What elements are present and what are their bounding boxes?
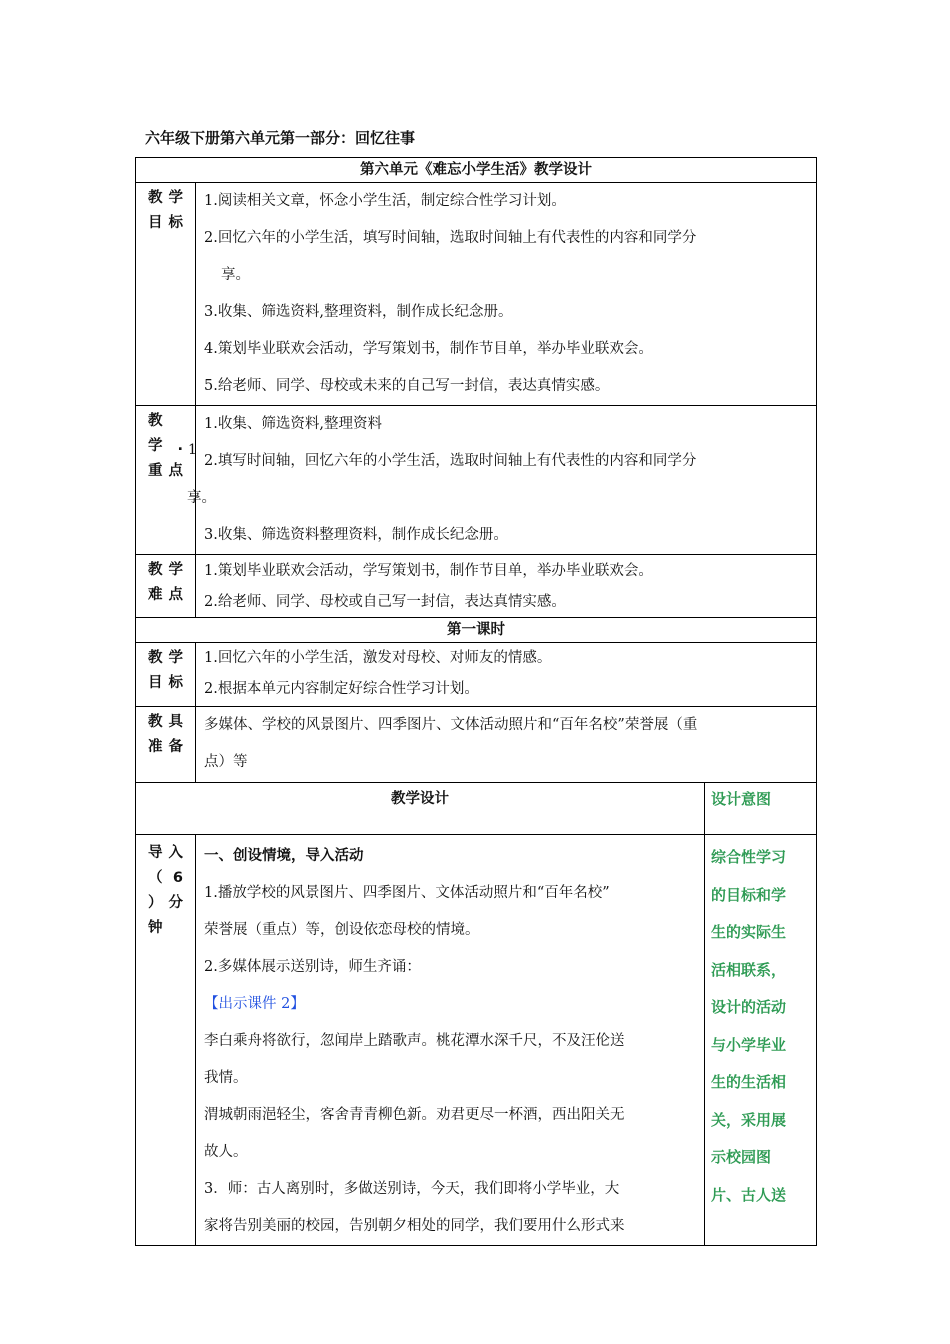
- key-points-side-mark: 1: [188, 442, 197, 458]
- intent-line: 与小学毕业: [711, 1035, 787, 1054]
- intent-line: 设计的活动: [711, 998, 787, 1016]
- intent-line: 活相联系，: [711, 960, 787, 979]
- goals-label-line-1: 教 学: [148, 190, 183, 206]
- poem-line: 李白乘舟将欲行，忽闻岸上踏歌声。桃花潭水深千尺，不及汪伦送: [204, 1033, 625, 1049]
- difficulties-label-line-2: 难 点: [148, 587, 183, 603]
- goal-item: 3.收集、筛选资料,整理资料，制作成长纪念册。: [204, 304, 513, 320]
- lesson-one-title: 第一课时: [136, 618, 817, 643]
- goal-item: 1.阅读相关文章，怀念小学生活，制定综合性学习计划。: [204, 193, 566, 209]
- intent-line: 综合性学习: [711, 848, 787, 866]
- materials-content: [196, 707, 817, 783]
- key-points-label-line-2: 重 点: [148, 463, 183, 479]
- page-heading: 六年级下册第六单元第一部分：回忆往事: [145, 129, 416, 147]
- goal-item: 2.回忆六年的小学生活，填写时间轴，选取时间轴上有代表性的内容和同学分: [204, 230, 697, 246]
- difficulty-item: 2.给老师、同学、母校或自己写一封信，表达真情实感。: [204, 594, 566, 610]
- poem-line: 故人。: [204, 1144, 248, 1160]
- key-point-item-continuation: 享。: [187, 490, 216, 506]
- lesson-goal-item: 2.根据本单元内容制定好综合性学习计划。: [204, 681, 479, 697]
- intro-row: [136, 835, 817, 1246]
- intent-line: 的目标和学: [711, 885, 787, 904]
- intent-line: 生的生活相: [711, 1073, 787, 1091]
- key-points-row: [136, 406, 817, 555]
- materials-label-line-2: 准 备: [148, 739, 183, 755]
- intro-label-line-2: （ 6: [148, 870, 183, 886]
- poem-line: 渭城朝雨浥轻尘，客舍青青柳色新。劝君更尽一杯酒，西出阳关无: [204, 1107, 625, 1123]
- table-title-row: [136, 158, 817, 183]
- key-points-label-line-1: 教 学.: [148, 413, 183, 454]
- courseware-link: 【出示课件 2】: [204, 996, 305, 1012]
- goals-row: [136, 183, 817, 406]
- intent-line: 示校园图: [711, 1148, 772, 1166]
- materials-line: 多媒体、学校的风景图片、四季图片、文体活动照片和“百年名校”荣誉展（重: [204, 717, 698, 733]
- lesson-goals-label-line-2: 目 标: [148, 675, 183, 691]
- intent-line: 片、古人送: [711, 1185, 787, 1204]
- intro-line: 家将告别美丽的校园，告别朝夕相处的同学，我们要用什么形式来: [204, 1218, 625, 1234]
- intro-line: 1.播放学校的风景图片、四季图片、文体活动照片和“百年名校”: [204, 885, 610, 901]
- intro-line: 荣誉展（重点）等，创设依恋母校的情境。: [204, 922, 480, 938]
- intro-label-line-4: 钟: [148, 920, 163, 936]
- materials-label: [136, 707, 196, 783]
- intent-line: 生的实际生: [711, 923, 787, 941]
- key-point-item: 1.收集、筛选资料,整理资料: [204, 416, 382, 432]
- difficulties-row: [136, 555, 817, 618]
- difficulties-content: [196, 555, 817, 618]
- lesson-goal-item: 1.回忆六年的小学生活，激发对母校、对师友的情感。: [204, 650, 552, 666]
- lesson-goals-label-line-1: 教 学: [148, 650, 183, 666]
- poem-line: 我情。: [204, 1070, 248, 1086]
- intro-line: 2.多媒体展示送别诗，师生齐诵：: [204, 959, 421, 975]
- design-header-row: [136, 783, 817, 835]
- lesson-plan-table: [135, 157, 817, 1246]
- intro-label-line-1: 导 入: [148, 845, 183, 861]
- goal-item-continuation: 享。: [221, 267, 250, 283]
- intro-content: [196, 835, 705, 1246]
- intro-intent: [705, 835, 817, 1246]
- table-title: 第六单元《难忘小学生活》教学设计: [136, 158, 817, 183]
- materials-line: 点）等: [204, 754, 248, 770]
- intro-label: [136, 835, 196, 1246]
- lesson-goals-content: [196, 643, 817, 707]
- key-point-item: 3.收集、筛选资料整理资料，制作成长纪念册。: [204, 527, 508, 543]
- materials-row: [136, 707, 817, 783]
- key-point-item: 2.填写时间轴，回忆六年的小学生活，选取时间轴上有代表性的内容和同学分: [204, 453, 697, 469]
- lesson-goals-label: [136, 643, 196, 707]
- key-points-content: [187, 406, 817, 555]
- goals-content: [196, 183, 817, 406]
- goal-item: 4.策划毕业联欢会活动，学写策划书，制作节目单，举办毕业联欢会。: [204, 341, 653, 357]
- lesson-goals-row: [136, 643, 817, 707]
- materials-label-line-1: 教 具: [148, 714, 183, 730]
- intro-line: 3．师：古人离别时，多做送别诗，今天，我们即将小学毕业，大: [204, 1181, 620, 1197]
- goals-label: [136, 183, 196, 406]
- difficulties-label-line-1: 教 学: [148, 562, 183, 578]
- lesson-one-title-row: [136, 618, 817, 643]
- intro-label-line-3: ） 分: [148, 895, 183, 911]
- difficulties-label: [136, 555, 196, 618]
- difficulty-item: 1.策划毕业联欢会活动，学写策划书，制作节目单，举办毕业联欢会。: [204, 563, 653, 579]
- intro-section-title: 一、创设情境，导入活动: [204, 848, 364, 864]
- design-header-left: 教学设计: [136, 783, 705, 835]
- goal-item: 5.给老师、同学、母校或未来的自己写一封信，表达真情实感。: [204, 378, 610, 394]
- goals-label-line-2: 目 标: [148, 215, 183, 231]
- design-header-right: 设计意图: [705, 783, 817, 835]
- intent-line: 关，采用展: [711, 1110, 787, 1129]
